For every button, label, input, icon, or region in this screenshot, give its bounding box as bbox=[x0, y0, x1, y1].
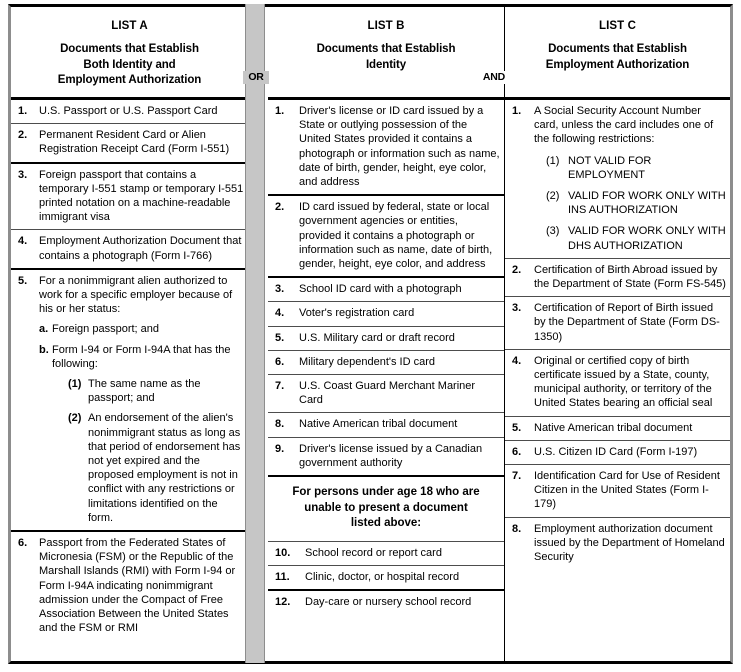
item-number: 1. bbox=[18, 105, 28, 117]
item-number: 2. bbox=[512, 263, 522, 276]
list-b-subtitle bbox=[274, 42, 498, 73]
sub-sub-item-1 bbox=[52, 377, 244, 405]
sub-item-label: a. bbox=[39, 323, 49, 336]
item-text-line: Clinic, doctor, or hospital record bbox=[305, 570, 460, 583]
list-c-subtitle bbox=[511, 42, 724, 73]
item-number: 4. bbox=[275, 307, 285, 320]
item-text bbox=[299, 200, 500, 271]
list-item bbox=[268, 278, 504, 302]
item-text bbox=[305, 570, 500, 584]
sub-item-3 bbox=[534, 224, 726, 252]
sub-item-text: Foreign passport; and bbox=[52, 323, 160, 336]
minors-banner-line-1: For persons under age 18 who are bbox=[292, 486, 480, 499]
item-text bbox=[534, 469, 726, 512]
list-c-title: LIST C bbox=[598, 20, 636, 32]
item-text-line: Foreign passport that contains a temporary I-551 stamp or temporary I-551 printed notation on a machine-readable immigrant visa bbox=[39, 168, 244, 224]
list-a-subtitle-line-1: Documents that Establish bbox=[60, 43, 199, 55]
list-item bbox=[11, 164, 248, 231]
list-b-subtitle-line-1: Documents that Establish bbox=[316, 43, 456, 55]
item-text-line: Permanent Resident Card or Alien Registration Receipt Card (Form I-551) bbox=[39, 129, 230, 156]
list-item bbox=[268, 566, 504, 591]
item-text-line: Driver's license issued by a Canadian government authority bbox=[299, 442, 483, 469]
item-text bbox=[299, 379, 500, 407]
sub-item-text: VALID FOR WORK ONLY WITH DHS AUTHORIZATION bbox=[568, 225, 726, 252]
item-text bbox=[305, 595, 500, 609]
item-text bbox=[534, 445, 726, 459]
item-text bbox=[305, 546, 500, 560]
item-number: 5. bbox=[275, 331, 285, 344]
list-b-subtitle-line-2: Identity bbox=[365, 58, 407, 71]
list-b-items bbox=[268, 100, 504, 614]
list-item bbox=[505, 297, 730, 350]
item-text-line: U.S. Military card or draft record bbox=[299, 331, 455, 344]
list-item bbox=[11, 230, 248, 269]
sub-item-label: b. bbox=[39, 343, 49, 356]
sub-item-a bbox=[39, 322, 244, 336]
item-text-line: Certification of Birth Abroad issued by the Department of State (Form FS-545) bbox=[534, 263, 726, 291]
item-text-line: School ID card with a photograph bbox=[299, 283, 462, 296]
list-item bbox=[505, 465, 730, 518]
item-number: 3. bbox=[275, 283, 285, 296]
list-item bbox=[11, 270, 248, 532]
item-text bbox=[534, 301, 726, 344]
sub-item-text-line: Form I-94 or Form I-94A that has the following: bbox=[52, 343, 231, 370]
sub-item-label: (2) bbox=[546, 190, 560, 203]
list-a-items bbox=[11, 100, 248, 641]
item-number: 4. bbox=[18, 235, 28, 248]
item-text bbox=[39, 536, 244, 635]
item-text bbox=[299, 331, 500, 345]
item-number: 2. bbox=[275, 201, 285, 214]
item-text-line: Day-care or nursery school record bbox=[305, 595, 472, 608]
list-item bbox=[268, 413, 504, 437]
sub-sub-item-2 bbox=[52, 411, 244, 525]
list-item bbox=[268, 100, 504, 196]
sub-sub-item-text: An endorsement of the alien's nonimmigrant status as long as that period of endorsement has not yet expired and the proposed employment is not in conflict with any restrictions or limitations identified on the form. bbox=[88, 412, 241, 524]
item-number: 1. bbox=[275, 105, 285, 117]
item-text bbox=[299, 104, 500, 189]
list-item bbox=[505, 259, 730, 297]
list-a-header bbox=[11, 7, 248, 100]
item-number: 7. bbox=[512, 470, 522, 483]
sub-item-label: (3) bbox=[546, 225, 560, 238]
item-text bbox=[39, 234, 244, 262]
item-text-line: U.S. Citizen ID Card (Form I-197) bbox=[534, 445, 698, 458]
item-number: 4. bbox=[512, 354, 522, 367]
list-b-title: LIST B bbox=[367, 20, 405, 32]
item-number: 11. bbox=[275, 570, 290, 583]
list-item bbox=[11, 532, 248, 640]
item-number: 8. bbox=[275, 418, 285, 431]
minors-banner-line-2: unable to present a document bbox=[304, 501, 468, 514]
item-number: 5. bbox=[512, 421, 522, 434]
item-number: 9. bbox=[275, 442, 285, 455]
item-text-line: U.S. Coast Guard Merchant Mariner Card bbox=[299, 380, 476, 407]
list-item bbox=[268, 327, 504, 351]
list-b-header bbox=[268, 7, 504, 100]
list-c-items bbox=[505, 100, 730, 569]
item-number: 6. bbox=[275, 355, 285, 368]
item-text bbox=[534, 421, 726, 435]
item-text-line: Native American tribal document bbox=[534, 421, 693, 434]
item-text bbox=[39, 128, 244, 156]
sub-sub-item-text: The same name as the passport; and bbox=[88, 378, 201, 405]
item-number: 7. bbox=[275, 380, 285, 393]
column-list-c bbox=[505, 7, 730, 661]
lists-table bbox=[8, 4, 733, 664]
item-text bbox=[534, 263, 726, 291]
item-text bbox=[299, 417, 500, 431]
sub-item-text bbox=[52, 343, 244, 525]
list-item bbox=[505, 350, 730, 417]
item-text bbox=[534, 104, 726, 253]
sub-item-2 bbox=[534, 189, 726, 217]
item-text-line: Driver's license or ID card issued by a State or outlying possession of the United States provided it contains a photograph or information such as name, date of birth, gender, height, eye color, and address bbox=[299, 105, 500, 189]
item-text-line: Original or certified copy of birth certificate issued by a State, county, municipal authority, or territory of the United States bearing an official seal bbox=[534, 354, 713, 410]
or-separator-band bbox=[245, 4, 265, 663]
sub-item-label: (1) bbox=[546, 154, 560, 167]
sub-sub-item-label: (1) bbox=[68, 378, 82, 391]
list-item bbox=[268, 591, 504, 614]
item-text-line: U.S. Passport or U.S. Passport Card bbox=[39, 105, 218, 117]
column-list-a bbox=[11, 7, 248, 661]
sub-sub-item-label: (2) bbox=[68, 412, 82, 425]
item-number: 8. bbox=[512, 522, 522, 535]
item-number: 2. bbox=[18, 129, 28, 142]
item-text-line: School record or report card bbox=[305, 546, 442, 559]
list-item bbox=[11, 124, 248, 163]
minors-banner-line-3: listed above: bbox=[350, 517, 422, 530]
list-item bbox=[268, 542, 504, 566]
sub-item-b bbox=[39, 343, 244, 525]
or-separator-label: OR bbox=[243, 71, 269, 84]
item-text-line: Certification of Report of Birth issued by the Department of State (Form DS-1350) bbox=[534, 302, 720, 343]
item-text-line: Identification Card for Use of Resident Citizen in the United States (Form I-179) bbox=[534, 470, 720, 511]
list-item bbox=[505, 100, 730, 259]
sub-item-text: VALID FOR WORK ONLY WITH INS AUTHORIZATION bbox=[568, 190, 726, 217]
item-text bbox=[534, 522, 726, 565]
list-a-subtitle-line-3: Employment Authorization bbox=[57, 74, 202, 86]
list-c-subtitle-line-1: Documents that Establish bbox=[548, 43, 687, 55]
item-text-line: Passport from the Federated States of Micronesia (FSM) or the Republic of the Marshall Islands (RMI) with Form I-94 or Form I-94A indicating nonimmigrant admission under the Compact of Free Association Between the United States and the FSM or RMI bbox=[39, 537, 236, 635]
list-item bbox=[268, 351, 504, 375]
item-text bbox=[299, 282, 500, 296]
and-separator-label: AND bbox=[478, 71, 510, 84]
item-text-line: Employment Authorization Document that contains a photograph (Form I-766) bbox=[39, 235, 242, 262]
list-a-title: LIST A bbox=[111, 20, 148, 32]
item-text bbox=[299, 442, 500, 470]
item-text-line: ID card issued by federal, state or local government agencies or entities, provided it contains a photograph or information such as name, date of birth, gender, height, eye color, and address bbox=[299, 201, 493, 271]
column-list-b bbox=[268, 7, 505, 661]
item-number: 6. bbox=[512, 445, 522, 458]
item-text bbox=[39, 274, 244, 525]
item-number: 10. bbox=[275, 546, 291, 559]
list-item bbox=[11, 100, 248, 124]
sub-item-text: NOT VALID FOR EMPLOYMENT bbox=[568, 154, 652, 181]
item-number: 6. bbox=[18, 537, 28, 550]
list-item bbox=[268, 302, 504, 326]
item-text bbox=[39, 168, 244, 225]
list-item bbox=[505, 441, 730, 465]
item-text bbox=[534, 354, 726, 411]
list-item bbox=[505, 417, 730, 441]
item-text bbox=[39, 104, 244, 118]
list-c-subtitle-line-2: Employment Authorization bbox=[545, 58, 690, 71]
item-number: 1. bbox=[512, 105, 522, 117]
list-item bbox=[505, 518, 730, 570]
list-a-subtitle bbox=[17, 42, 242, 89]
item-text bbox=[299, 306, 500, 320]
list-a-subtitle-line-2: Both Identity and bbox=[83, 58, 176, 71]
item-text bbox=[299, 355, 500, 369]
list-c-header bbox=[505, 7, 730, 100]
item-number: 3. bbox=[512, 302, 522, 315]
item-text-line: Employment authorization document issued by the Department of Homeland Security bbox=[534, 522, 725, 564]
list-item bbox=[268, 438, 504, 475]
item-number: 5. bbox=[18, 274, 28, 287]
list-item bbox=[268, 375, 504, 413]
item-text-line: Native American tribal document bbox=[299, 418, 458, 431]
item-number: 12. bbox=[275, 595, 291, 608]
item-text-line: Voter's registration card bbox=[299, 307, 415, 320]
item-text-line: For a nonimmigrant alien authorized to work for a specific employer because of his or her status: bbox=[39, 274, 233, 316]
minors-banner bbox=[268, 475, 504, 542]
item-number: 3. bbox=[18, 168, 28, 181]
item-text-line: Military dependent's ID card bbox=[299, 355, 435, 368]
list-item bbox=[268, 196, 504, 278]
sub-item-1 bbox=[534, 154, 726, 182]
item-text-line: A Social Security Account Number card, unless the card includes one of the following restrictions: bbox=[534, 105, 714, 146]
